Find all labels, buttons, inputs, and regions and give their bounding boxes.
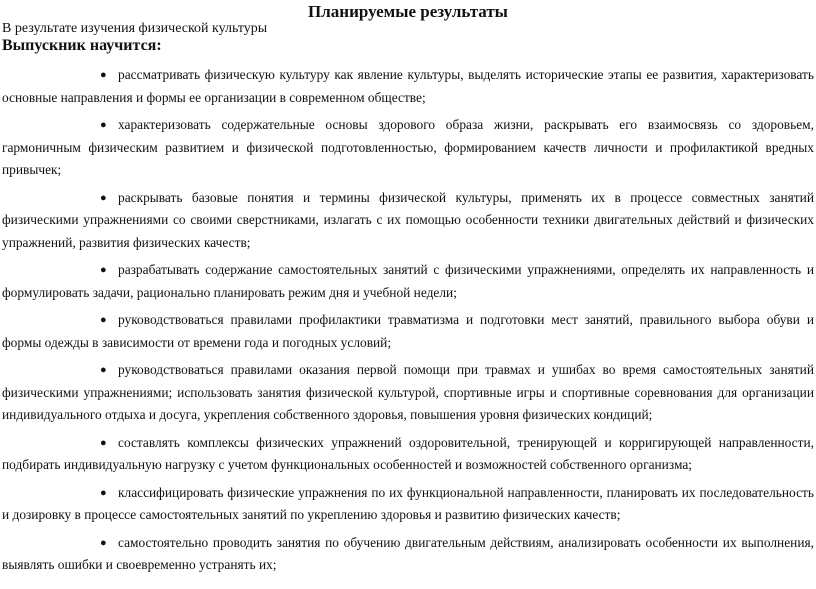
list-item-text: руководствоваться правилами оказания первой помощи при травмах и ушибах во время самостоятельных занятий физическими упражнениями; использовать занятия физической культурой, спортивные игры и спортивные соревнования для организации индивидуального отдыха и досуга, укрепления собственного здоровья, повышения уровня физических кондиций; xyxy=(2,362,814,422)
bullet-icon: ● xyxy=(100,264,107,276)
bullet-icon: ● xyxy=(100,191,107,204)
list-item-text: самостоятельно проводить занятия по обучению двигательным действиям, анализировать особенности их выполнения, выявлять ошибки и своевременно устранять их; xyxy=(2,534,814,572)
list-item-text: характеризовать содержательные основы здорового образа жизни, раскрывать его взаимосвязь со здоровьем, гармоничным физическим развитием и физической подготовленностью, формированием качеств личности и профилактикой вредных привычек; xyxy=(2,117,814,177)
intro-text: В результате изучения физической культуры xyxy=(2,21,268,36)
bullet-icon: ● xyxy=(100,536,107,549)
subheading: Выпускник научится: xyxy=(2,37,162,54)
list-item-text: руководствоваться правилами профилактики травматизма и подготовки мест занятий, правильного выбора обуви и формы одежды в зависимости от времени года и погодных условий; xyxy=(2,312,814,350)
bullet-icon: ● xyxy=(100,314,107,326)
bullet-icon: ● xyxy=(100,436,107,449)
list-item xyxy=(2,187,814,255)
list-item xyxy=(2,259,814,304)
list-item-text: раскрывать базовые понятия и термины физической культуры, применять их в процессе совместных занятий физическими упражнениями со своими сверстниками, излагать с их помощью особенности техники двигательных действий и физических упражнений, развития физических качеств; xyxy=(2,189,814,250)
list-item xyxy=(2,432,814,477)
list-item-text: рассматривать физическую культуру как явление культуры, выделять исторические этапы ее развития, характеризовать основные направления и формы ее организации в современном обществе; xyxy=(2,67,814,105)
list-item xyxy=(2,482,814,527)
bullet-icon: ● xyxy=(100,119,107,131)
list-item xyxy=(2,64,814,109)
list-item xyxy=(2,359,814,427)
list-item xyxy=(2,309,814,354)
list-item xyxy=(2,532,814,577)
bullet-icon: ● xyxy=(100,364,107,376)
bullet-icon: ● xyxy=(100,69,107,81)
list-item xyxy=(2,114,814,182)
list-item-text: классифицировать физические упражнения по их функциональной направленности, планировать их последовательность и дозировку в процессе самостоятельных занятий по укреплению здоровья и развитию физических качеств; xyxy=(2,484,814,522)
results-list xyxy=(2,64,814,582)
page-title: Планируемые результаты xyxy=(308,2,508,21)
list-item-text: составлять комплексы физических упражнений оздоровительной, тренирующей и корригирующей направленности, подбирать индивидуальную нагрузку с учетом функциональных особенностей и возможностей собственного организма; xyxy=(2,434,814,472)
list-item-text: разрабатывать содержание самостоятельных занятий с физическими упражнениями, определять их направленность и формулировать задачи, рационально планировать режим дня и учебной недели; xyxy=(2,262,814,300)
bullet-icon: ● xyxy=(100,486,107,499)
